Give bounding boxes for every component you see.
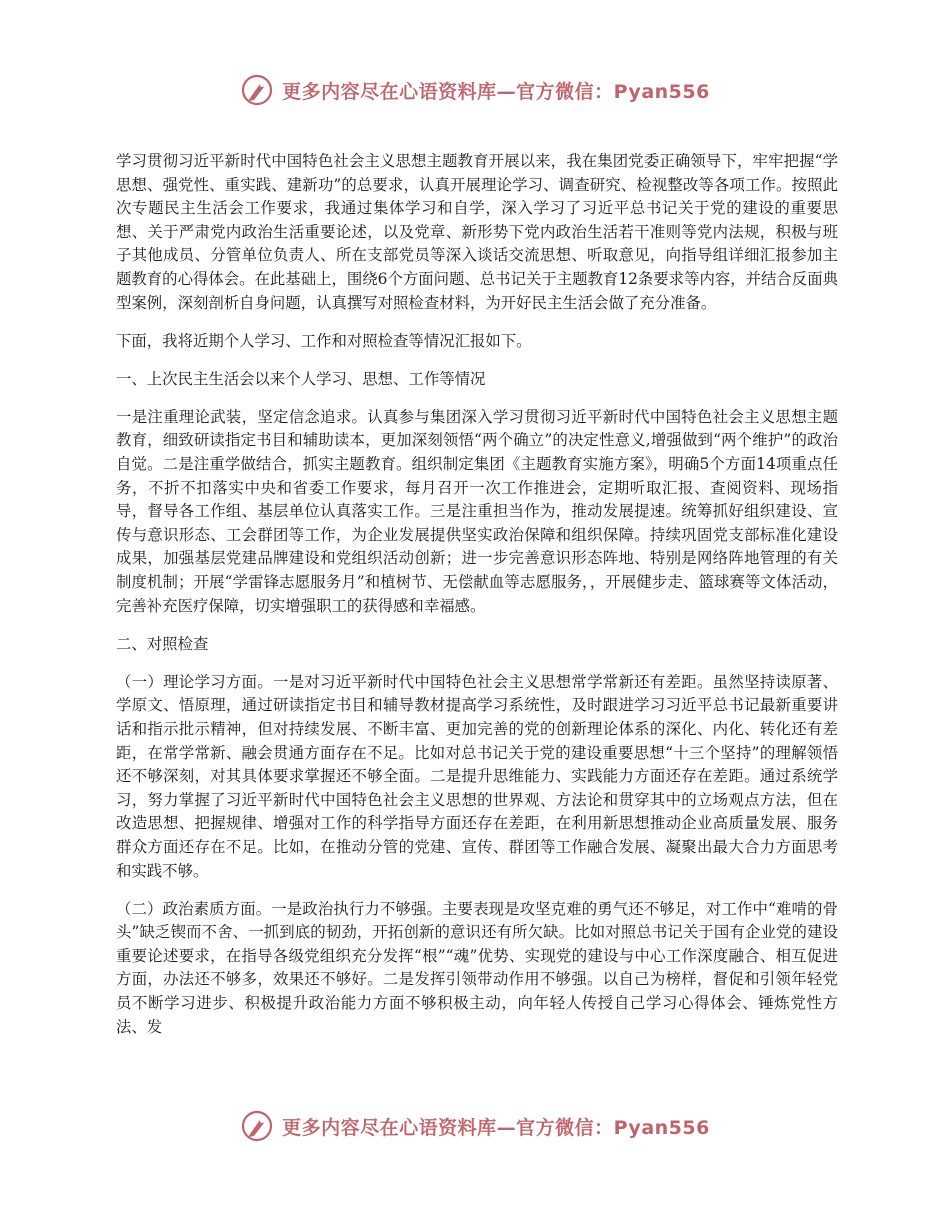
bottom-banner: [0, 1106, 950, 1146]
section-1-paragraph: 一是注重理论武装，坚定信念追求。认真参与集团深入学习贯彻习近平新时代中国特色社会主义思想主题教育，细致研读指定书目和辅助读本，更加深刻领悟“两个确立”的决定性意义,增强做到“两个维护”的政治自觉。二是注重学做结合，抓实主题教育。组织制定集团《主题教育实施方案》，明确5个方面14项重点任务，不折不扣落实中央和省委工作要求，每月召开一次工作推进会，定期听取汇报、查阅资料、现场指导，督导各工作组、基层单位认真落实工作。三是注重担当作为，推动发展提速。统筹抓好组织建设、宣传与意识形态、工会群团等工作，为企业发展提供坚实政治保障和组织保障。持续巩固党支部标准化建设成果，加强基层党建品牌建设和党组织活动创新；进一步完善意识形态阵地、特别是网络阵地管理的有关制度机制；开展“学雷锋志愿服务月”和植树节、无偿献血等志愿服务，，开展健步走、篮球赛等文体活动，完善补充医疗保障，切实增强职工的获得感和幸福感。: [116, 407, 838, 615]
intro-paragraph: 学习贯彻习近平新时代中国特色社会主义思想主题教育开展以来，我在集团党委正确领导下，牢牢把握“学思想、强党性、重实践、建新功”的总要求，认真开展理论学习、调查研究、检视整改等各项工作。按照此次专题民主生活会工作要求，我通过集体学习和自学，深入学习了习近平总书记关于党的建设的重要思想、关于严肃党内政治生活重要论述，以及党章、新形势下党内政治生活若干准则等党内法规，积极与班子其他成员、分管单位负责人、所在支部党员等深入谈话交流思想、听取意见，向指导组详细汇报参加主题教育的心得体会。在此基础上，围绕6个方面问题、总书记关于主题教育12条要求等内容，并结合反面典型案例，深刻剖析自身问题，认真撰写对照检查材料，为开好民主生活会做了充分准备。: [116, 152, 838, 312]
banner-text: 更多内容尽在心语资料库—官方微信：Pyan556: [282, 80, 710, 103]
pen-nib-logo-icon: [240, 1109, 274, 1143]
report-lead-paragraph: 下面，我将近期个人学习、工作和对照检查等情况汇报如下。: [116, 331, 532, 350]
section-heading-1: 一、上次民主生活会以来个人学习、思想、工作等情况: [116, 369, 486, 388]
section-heading-2: 二、对照检查: [116, 634, 209, 653]
top-banner: [0, 70, 950, 110]
political-quality-paragraph: （二）政治素质方面。一是政治执行力不够强。主要表现是攻坚克难的勇气还不够足，对工作中“难啃的骨头”缺乏锲而不舍、一抓到底的韧劲，开拓创新的意识还有所欠缺。比如对照总书记关于国有企业党的建设重要论述要求，在指导各级党组织充分发挥“根”“魂”优势、实现党的建设与中心工作深度融合、相互促进方面，办法还不够多，效果还不够好。二是发挥引领带动作用不够强。以自己为榜样，督促和引领年轻党员不断学习进步、积极提升政治能力方面不够积极主动，向年轻人传授自己学习心得体会、锤炼党性方法、发: [116, 899, 838, 1036]
pen-nib-logo-icon: [240, 73, 274, 107]
theory-study-paragraph: （一）理论学习方面。一是对习近平新时代中国特色社会主义思想常学常新还有差距。虽然坚持读原著、学原文、悟原理，通过研读指定书目和辅导教材提高学习系统性，及时跟进学习习近平总书记最新重要讲话和指示批示精神，但对持续发展、不断丰富、更加完善的党的创新理论体系的深化、内化、转化还有差距，在常学常新、融会贯通方面存在不足。比如对总书记关于党的建设重要思想“十三个坚持”的理解领悟还不够深刻，对其具体要求掌握还不够全面。二是提升思维能力、实践能力方面还存在差距。通过系统学习，努力掌握了习近平新时代中国特色社会主义思想的世界观、方法论和贯穿其中的立场观点方法，但在改造思想、把握规律、增强对工作的科学指导方面还存在差距，在利用新思想推动企业高质量发展、服务群众方面还存在不足。比如，在推动分管的党建、宣传、群团等工作融合发展、凝聚出最大合力方面思考和实践不够。: [116, 672, 838, 880]
document-body: [116, 150, 838, 1054]
banner-text: 更多内容尽在心语资料库—官方微信：Pyan556: [282, 1116, 710, 1139]
